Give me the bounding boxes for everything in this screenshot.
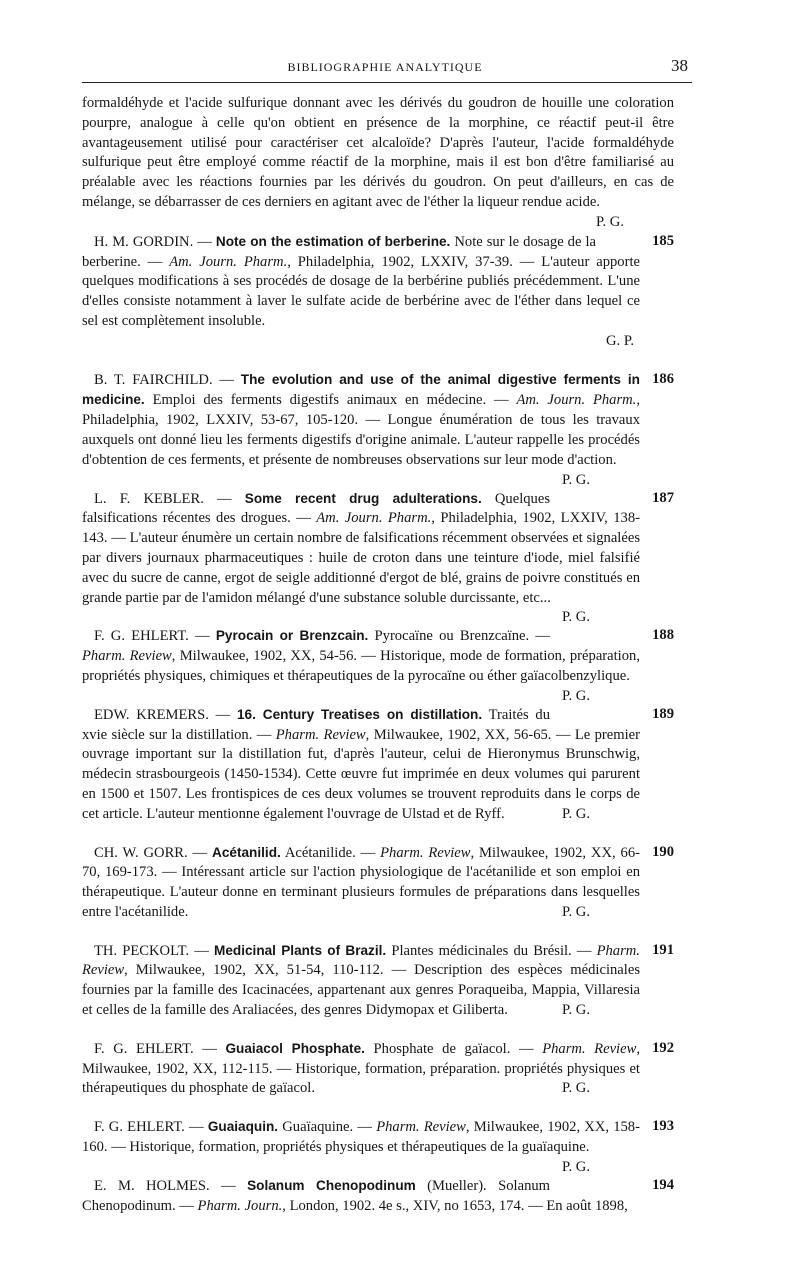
entry-lead: Acétanilide. — [284,844,376,861]
entry-lead: Plantes médicinales du Brésil. — [391,942,592,959]
entry-journal: Am. Journ. Pharm. [169,253,288,270]
entry-lead: Pyrocaïne ou Brenzcaïne. — [374,628,550,645]
entry-details: , Milwaukee, 1902, XX, 112-115. — Historique, formation, préparation. propriétés physiques et thérapeutiques du phosphate de gaïacol. [82,1040,640,1097]
entry-details: , Milwaukee, 1902, XX, 56-65. — Le premier ouvrage important sur la distillation fut, d'après l'auteur, celui de Hieronymus Brunschwig, médecin strasbourgeois (1450-1534). Cette œuvre fut imprimée en deux volumes qui parurent en 1500 et 1507. Les frontispices de ces deux volumes se trouvent reproduits dans le corps de cet article. L'auteur mentionne également l'ouvrage de Ulstad et de Ryff. [82,726,640,822]
entry-author: EDW. KREMERS. — [94,706,231,723]
entry-journal: Pharm. Review [376,1119,466,1136]
entry-initials: P. G. [562,903,590,920]
entry-initials: P. G. [562,687,590,704]
page-number: 38 [671,56,688,75]
entry-initials: P. G. [562,609,590,626]
entry-journal: Am. Journ. Pharm. [316,510,432,527]
entry-title: Some recent drug adulterations. [244,490,482,506]
entry-details: , Milwaukee, 1902, XX, 51-54, 110-112. — Description des espèces médicinales fournies par la famille des Icacinacées, appartenant aux genres Poraqueiba, Mappia, Villaresia et celles de la famille des Araliacées, des genres Didymopax et Giliberta. [82,962,640,1019]
bibliography-entry [82,1039,674,1099]
entry-author: E. M. HOLMES. — [94,1177,236,1194]
entry-title: Pyrocain or Brenzcain. [215,628,369,644]
entry-journal: Pharm. Journ. [197,1197,283,1214]
entry-author: F. G. EHLERT. — [94,1040,217,1057]
entry-number: 186 [652,370,674,387]
entry-journal: Pharm. Review [275,726,366,743]
entry-details: , Milwaukee, 1902, XX, 54-56. — Historique, mode de formation, préparation, propriétés physiques, chimiques et thérapeutiques de la pyrocaïne ou éther gaïacolbenzylique. [82,648,640,684]
entry-title: Guaiaquin. [207,1119,279,1135]
entry-author: F. G. EHLERT. — [94,628,210,645]
entry-number: 189 [652,705,674,722]
entry-initials: P. G. [562,471,590,488]
intro-paragraph [82,94,674,230]
entry-initials: P. G. [562,1002,590,1019]
running-title: BIBLIOGRAPHIE ANALYTIQUE [287,60,483,74]
entry-journal: Pharm. Review [380,844,471,861]
bibliography-entry [82,1176,674,1217]
entry-lead: (Mueller). Solanum Chenopodinum. — [82,1177,551,1214]
running-header [82,56,688,80]
entry-details: , Milwaukee, 1902, XX, 66-70, 169-173. — Intéressant article sur l'action physiologique de l'acétanilide et son emploi en thérapeutique. L'auteur donne en terminant plusieurs formules de préparations dans lesquelles entre l'acétanilide. [82,844,640,920]
bibliography-entry [82,232,674,352]
entry-title: The evolution and use of the animal digestive ferments in medicine. [82,371,640,408]
entry-journal: Pharm. Review [82,648,172,665]
intro-initials: P. G. [596,213,624,230]
entry-lead: Guaïaquine. — [282,1119,372,1136]
intro-text: formaldéhyde et l'acide sulfurique donnant avec les dérivés du goudron de houille une coloration pourpre, analogue à celle qu'on obtient en présence de la morphine, ce réactif peut-il être avantageusement utilisé pour caractériser cet alcaloïde? D'après l'auteur, l'acide formaldéhyde sulfurique peut être employé comme réactif de la morphine, mais il est bon d'être familiarisé au préalable avec les réactions fournies par les dérivés du goudron. On peut d'ailleurs, en cas de mélange, se débarrasser de ces derniers en agitant avec de l'éther la liqueur rendue acide. [82,95,674,210]
entry-number: 185 [652,232,674,249]
entry-title: 16. Century Treatises on distillation. [237,706,483,722]
entry-title: Guaiacol Phosphate. [225,1040,365,1056]
entry-initials: P. G. [562,1080,590,1097]
entry-lead: Quelques falsifications récentes des drogues. — [82,490,551,527]
entry-title: Acétanilid. [212,844,281,860]
entry-title: Medicinal Plants of Brazil. [214,942,387,958]
entry-author: L. F. KEBLER. — [94,490,232,507]
entry-number: 188 [652,627,674,644]
bibliography-entry [82,370,674,488]
entry-author: TH. PECKOLT. — [94,942,209,959]
entry-journal: Pharm. Review [82,942,640,979]
entry-author: B. T. FAIRCHILD. — [94,371,234,388]
entry-details: , Milwaukee, 1902, XX, 158-160. — Historique, formation, propriétés physiques et thérapeutiques de la guaïaquine. [82,1119,640,1156]
entry-initials: P. G. [562,805,590,822]
bibliography-entry [82,843,674,923]
entry-number: 193 [652,1118,674,1135]
bibliography-entry [82,941,674,1021]
entry-journal: Pharm. Review [542,1040,637,1057]
header-rule [82,82,692,83]
page-content [82,94,674,1234]
entry-initials: G. P. [606,332,634,349]
bibliography-entry [82,1117,674,1175]
entry-number: 194 [652,1176,674,1193]
entry-number: 191 [652,941,674,958]
entry-lead: Emploi des ferments digestifs animaux en médecine. — [152,392,509,409]
bibliography-entry [82,489,674,626]
entry-details: , Philadelphia, 1902, LXXIV, 37-39. — L'auteur apporte quelques modifications à ses procédés de dosage de la berbérine publiés précédemment. L'une d'elles consiste notamment à laver le sulfate acide de berbérine avec de l'éther dans lequel ce sel est complètement insoluble. [82,253,640,329]
entry-author: CH. W. GORR. — [94,844,208,861]
entry-number: 190 [652,843,674,860]
entry-details: , Philadelphia, 1902, LXXIV, 53-67, 105-120. — Longue énumération de tous les travaux auxquels ont donné lieu les ferments digestifs d'origine animale. L'auteur rappelle les procédés d'obtention de ces ferments, et présente de nombreuses observations sur leur mode d'action. [82,392,640,468]
entry-details: , London, 1902. 4e s., XIV, no 1653, 174. — En août 1898, [282,1197,628,1214]
entry-lead: Note sur le dosage de la berberine. — [82,233,597,270]
entry-number: 187 [652,489,674,506]
entry-journal: Am. Journ. Pharm. [516,392,637,409]
entry-author: H. M. GORDIN. — [94,233,212,250]
entry-title: Solanum Chenopodinum [247,1177,416,1193]
bibliography-entry [82,626,674,704]
entry-number: 192 [652,1039,674,1056]
entry-initials: P. G. [562,1158,590,1175]
entry-lead: Phosphate de gaïacol. — [373,1040,534,1057]
entry-title: Note on the estimation of berberine. [215,233,451,249]
entry-lead: Traités du xvie siècle sur la distillation. — [82,706,550,743]
bibliography-entry [82,705,674,825]
entry-author: F. G. EHLERT. — [94,1119,204,1136]
entry-details: , Philadelphia, 1902, LXXIV, 138-143. — L'auteur énumère un certain nombre de falsifications récemment observées et signalées par divers journaux pharmaceutiques : huile de croton dans une teinture d'iode, miel falsifié avec du sucre de canne, ergot de seigle additionné d'ergot de blé, grains de poivre constitués en grande partie par de l'amidon mélangé d'une substance soluble durcissante, etc... [82,510,640,606]
